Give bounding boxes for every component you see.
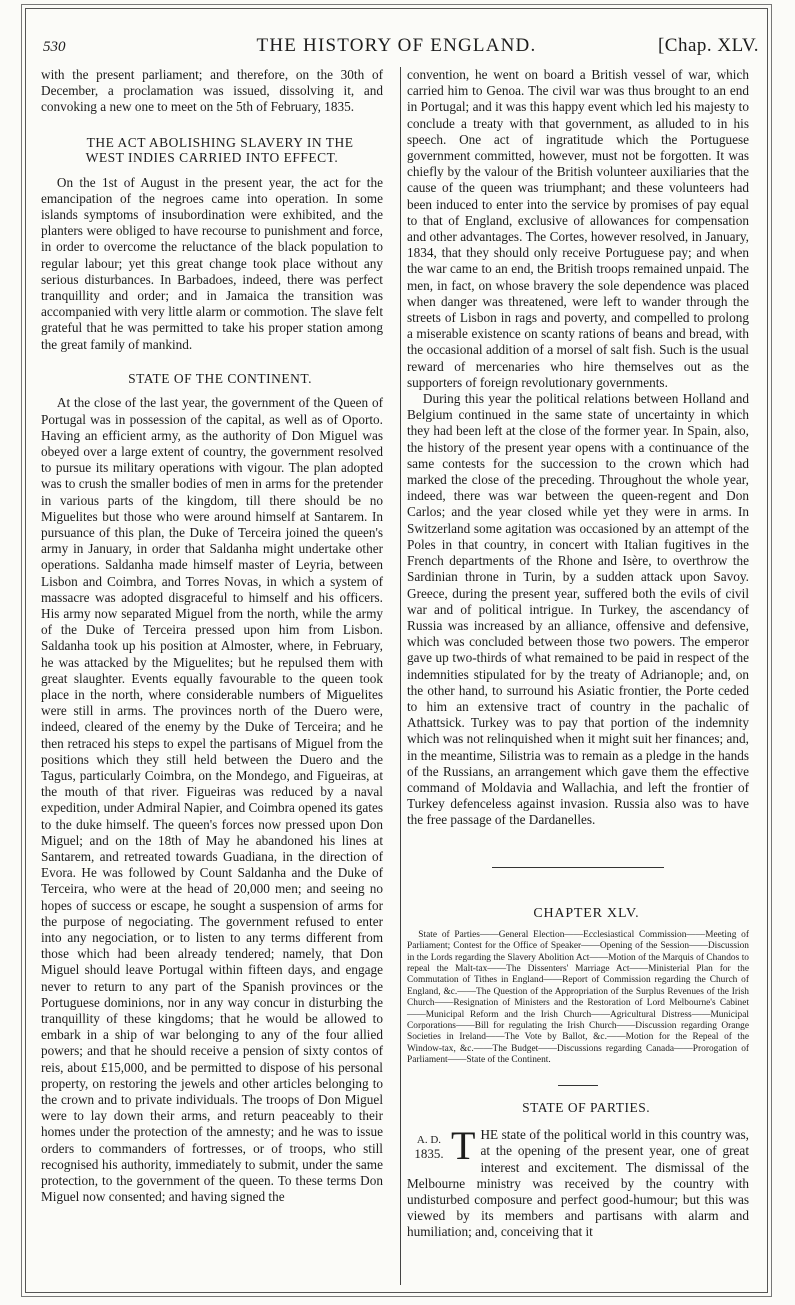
left-column <box>41 67 383 1206</box>
running-header <box>26 35 767 61</box>
parties-paragraph: HE state of the political world in this country was, at the opening of the present year, one of great interest and excitement. The dismissal of the Melbourne ministry was received by the country with undisturbed composure and perfect good-humour; but this was viewed by its members and partisans with alarm and humiliation; and, conceiving that it <box>407 1127 749 1240</box>
slavery-paragraph: On the 1st of August in the present year, the act for the emancipation of the negroes came into operation. In some islands symptoms of insubordination were exhibited, and the planters were obliged to have recourse to punishment and force, in order to overcome the reluctance of the black population to regular labour; yet this great change took place without any serious disturbances. In Barbadoes, indeed, there was perfect tranquillity and order; and in Jamaica the transition was accompanied with very little alarm or commotion. The slave felt grateful that he was permitted to take his proper station among the great family of mankind. <box>41 174 383 352</box>
running-title: THE HISTORY OF ENGLAND. <box>256 35 537 56</box>
chapter-summary: State of Parties——General Election——Ecclesiastical Commission——Meeting of Parliament; Contest for the Office of Speaker——Opening of the Session——Discussion in the Lords regarding the Slavery Abolition Act——Motion of the Marquis of Chandos to repeal the Malt-tax——The Dissenters' Marriage Act——Ministerial Plan for the Commutation of Tithes in England——Report of Commission regarding the Church of England, &c.——The Question of the Appropriation of the Surplus Revenues of the Irish Church——Resignation of Ministers and the Restoration of Lord Melbourne's Cabinet——Municipal Reform and the Irish Church——Agricultural Distress——Municipal Corporations——Bill for regulating the Irish Church——Discussion regarding Orange Societies in Ireland——The Vote by Ballot, &c.——Motion for the Repeal of the Window-tax, &c.——The Budget——Discussions regarding Canada——Prorogation of Parliament——State of the Continent. <box>407 929 749 1066</box>
left-continuation: with the present parliament; and therefore, on the 30th of December, a proclamation was issued, dissolving it, and convoking a new one to meet on the 5th of February, 1835. <box>41 67 383 115</box>
parties-section <box>407 1123 749 1240</box>
slavery-heading: THE ACT ABOLISHING SLAVERY IN THE WEST INDIES CARRIED INTO EFFECT. <box>85 134 354 166</box>
margin-date <box>407 1134 451 1160</box>
right-column <box>407 67 749 1241</box>
chapter-heading: CHAPTER XLV. <box>533 905 640 921</box>
continent-heading: STATE OF THE CONTINENT. <box>128 370 313 386</box>
drop-cap: T <box>451 1123 476 1169</box>
margin-year: 1835. <box>414 1146 444 1162</box>
page <box>25 8 768 1293</box>
continent-paragraph: At the close of the last year, the government of the Queen of Portugal was in possession of the capital, as well as of Oporto. Having an efficient army, as the authority of Don Miguel was obeyed over a large extent of country, the government resolved to pursue its military operations with vigour. The plan adopted was to crush the smaller bodies of men in arms for the pretender in various parts of the kingdom, till there should be no Miguelites but those who were around himself at Santarem. In pursuance of this plan, the Duke of Terceira joined the queen's army in January, in order that Saldanha might undertake other operations. Saldanha made himself master of Leyria, between Lisbon and Coimbra, and Torres Novas, in which a system of massacre was adopted disgraceful to himself and his officers. His army now separated Miguel from the north, while the army of the Duke of Terceira pressed upon him from Lisbon. Saldanha took up his position at Almoster, where, in February, he was attacked by the Miguelites; but he repulsed them with great slaughter. Events equally favourable to the queen took place in the north, where considerable numbers of Miguelites were still in arms. The provinces north of the Duero were, indeed, cleared of the enemy by the Duke of Terceira; and he then retraced his steps to expel the partisans of Miguel from the positions which they still held between the Duero and the Tagus, particularly Coimbra, on the Mondego, and Figueiras, at the mouth of that river. Figueiras was reduced by a naval expedition, under Admiral Napier, and Coimbra opened its gates to the duke himself. The queen's forces now pressed upon Don Miguel; and on the 18th of May he abandoned his lines at Santarem, and retreated towards Guadiana, in the direction of Evora. He was followed by Count Saldanha and the Duke of Terceira, who were at the head of 20,000 men; and seeing no hopes of success or escape, he sought a suspension of arms for the purpose of negociating. The government refused to enter into any negociation, or to listen to any terms different from those which had been already tendered; namely, that Don Miguel should leave Portugal within fifteen days, and engage never to return to any part of the Spanish provinces or the Portuguese dominions, nor in any way concur in disturbing the tranquillity of these kingdoms; that he would be allowed to embark in a ship of war belonging to any of the four allied powers; and that he should receive a pension of sixty contos of reis, about £15,000, and be permitted to dispose of his personal property, on restoring the jewels and other articles belonging to the crown and to private individuals. The troops of Don Miguel were to lay down their arms, and return peaceably to their homes under the protection of the amnesty; and he was to issue orders to commanders of fortresses, or of troops, who still recognised his authority, immediately to submit, under the same protection, to the government of the queen. To these terms Don Miguel now consented; and having signed the <box>41 395 383 1205</box>
parties-heading: STATE OF PARTIES. <box>522 1099 651 1115</box>
column-divider <box>400 67 401 1285</box>
chapter-reference: [Chap. XLV. <box>657 35 759 56</box>
right-continuation: convention, he went on board a British vessel of war, which carried him to Genoa. The civil war was thus brought to an end in Portugal; and it was this happy event which led his majesty to conclude a treaty with that government, as alluded to in his speech. One act of ingratitude which the Portuguese government committed, however, must not be forgotten. It was chiefly by the valour of the British volunteer auxiliaries that the cause of the queen was triumphant; and these volunteers had been induced to enter into the service by promises of pay equal to that of England, exclusive of allowances for compensation and other advantages. The Cortes, however resolved, in January, 1834, that they should only receive Portuguese pay; and when the war came to an end, the British troops remained unpaid. The men, in fact, on whose bravery the sole dependence was placed when danger was threatened, were left to wander through the streets of Lisbon in rags and poverty, and compelled to prolong a miserable existence on scanty rations of beans and bread, with the occasional addition of a morsel of salt fish. Such is the usual reward of mercenaries who hire themselves out as the supporters of foreign revolutionary governments. <box>407 67 749 390</box>
page-number: 530 <box>43 39 66 55</box>
holland-paragraph: During this year the political relations between Holland and Belgium continued in the same state of uncertainty in which they had been left at the close of the former year. In Spain, also, the history of the present year opens with a continuance of the same contests for the succession to the crown which had marked the close of the preceding. Throughout the whole year, indeed, there was war between the queen-regent and Don Carlos; and the year closed while yet they were in arms. In Switzerland some agitation was occasioned by an attempt of the Poles in that country, in concert with Italian fugitives in the French departments of the Rhone and Isère, to overthrow the Sardinian throne in Turin, by a sudden attack upon Savoy. Greece, during the present year, suffered both the evils of civil war and of political intrigue. In Turkey, the ascendancy of Russia was increased by an alliance, offensive and defensive, which was concluded between those two powers. The emperor gave up two-thirds of what remained to be paid in respect of the indemnities stipulated for by the treaty of Adrianople; and, on the other hand, to surround his Asiatic frontier, the Porte ceded to him an extensive tract of country in the pachalic of Athattsick. Turkey was to pay that portion of the indemnity which was not relinquished when it might suit her finances; and, in the meantime, Silistria was to remain as a pledge in the hands of the Russians, an arrangement which gave them the effective command of Moldavia and Wallachia, and left the frontier of Turkey defenceless against invasion. Russia also was to have the free passage of the Dardanelles. <box>407 391 749 828</box>
margin-ad: A. D. <box>416 1134 442 1147</box>
